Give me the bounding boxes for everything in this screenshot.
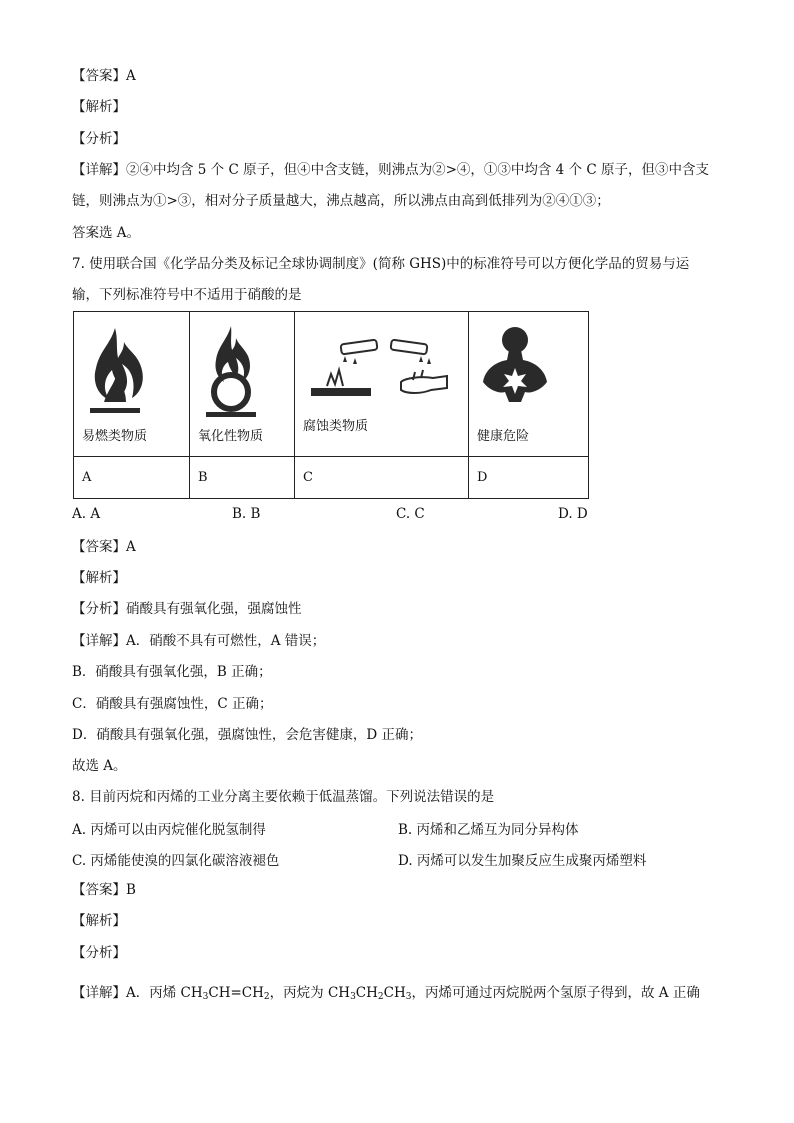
ghs-cell-oxidizer	[190, 312, 295, 457]
ghs-letter-cell-a	[74, 457, 190, 499]
ghs-label-oxidizer: 氧化性物质	[198, 429, 264, 444]
ghs-label-corrosive: 腐蚀类物质	[303, 419, 369, 434]
flame-icon	[80, 320, 150, 420]
q8-option-c[interactable]: C. 丙烯能使溴的四氯化碳溶液褪色	[72, 853, 280, 869]
question-7-stem-line1: 7. 使用联合国《化学品分类及标记全球协调制度》(简称 GHS)中的标准符号可以方便化学品的贸易与运	[72, 256, 690, 272]
answer-label: 【答案】A	[72, 68, 136, 84]
q7-detail-d: D．硝酸具有强氧化强，强腐蚀性，会危害健康，D 正确；	[72, 727, 422, 743]
ghs-label-health: 健康危险	[477, 429, 530, 444]
ghs-label-flammable: 易燃类物质	[82, 429, 148, 444]
q8-fenxi-label: 【分析】	[72, 945, 126, 961]
ghs-letter-c: C	[303, 470, 313, 485]
choice-c[interactable]: C. C	[396, 506, 425, 522]
ghs-letter-cell-c	[295, 457, 469, 499]
q7-conclusion: 故选 A。	[72, 758, 127, 774]
q8-detail-text-2: ，丙烷为	[269, 985, 328, 1001]
propene-formula: $CH_3CH=CH_2$	[180, 985, 270, 1002]
question-7-stem-line2: 输，下列标准符号中不适用于硝酸的是	[72, 287, 302, 303]
q8-option-a[interactable]: A. 丙烯可以由丙烷催化脱氢制得	[72, 822, 266, 838]
q8-option-b[interactable]: B. 丙烯和乙烯互为同分异构体	[398, 822, 579, 838]
q8-detail-text-3: ，丙烯可通过丙烷脱两个氢原子得到，故 A 正确	[411, 985, 700, 1001]
ghs-letter-cell-d	[469, 457, 589, 499]
q8-detail-text-1: 【详解】A．丙烯	[72, 985, 181, 1001]
ghs-letter-b: B	[198, 470, 208, 485]
question-8-stem: 8. 目前丙烷和丙烯的工业分离主要依赖于低温蒸馏。下列说法错误的是	[72, 789, 495, 805]
choice-d[interactable]: D. D	[558, 506, 588, 522]
flame-over-circle-icon	[196, 320, 266, 420]
detail-line-2: 链，则沸点为①>③，相对分子质量越大，沸点越高，所以沸点由高到低排列为②④①③；	[72, 193, 610, 209]
q7-detail-c: C．硝酸具有强腐蚀性，C 正确；	[72, 696, 273, 712]
choice-b[interactable]: B. B	[232, 506, 261, 522]
corrosion-icon	[301, 320, 461, 416]
fenxi-label: 【分析】	[72, 131, 126, 147]
conclusion-text: 答案选 A。	[72, 225, 141, 241]
q8-answer-label: 【答案】B	[72, 882, 136, 898]
health-hazard-icon	[475, 320, 555, 410]
q7-detail-a: 【详解】A．硝酸不具有可燃性，A 错误；	[72, 633, 326, 649]
analysis-label: 【解析】	[72, 99, 126, 115]
choice-a[interactable]: A. A	[72, 506, 101, 522]
q8-analysis-label: 【解析】	[72, 913, 126, 929]
q8-option-d[interactable]: D. 丙烯可以发生加聚反应生成聚丙烯塑料	[398, 853, 647, 869]
propane-formula: $CH_3CH_2CH_3$	[327, 985, 412, 1002]
detail-line-1: 【详解】②④中均含 5 个 C 原子，但④中含支链，则沸点为②>④，①③中均含 4 个 C 原子，但③中含支	[72, 162, 709, 178]
ghs-cell-flammable	[74, 312, 190, 457]
q7-fenxi-text: 【分析】硝酸具有强氧化强，强腐蚀性	[72, 601, 302, 617]
q8-detail-line	[72, 983, 700, 1007]
ghs-letter-d: D	[477, 470, 488, 485]
question-7-choices	[72, 506, 592, 526]
ghs-letter-cell-b	[190, 457, 295, 499]
ghs-symbol-table	[73, 311, 589, 499]
q7-detail-b: B．硝酸具有强氧化强，B 正确；	[72, 664, 272, 680]
q7-analysis-label: 【解析】	[72, 570, 126, 586]
q7-answer-label: 【答案】A	[72, 539, 136, 555]
ghs-cell-health	[469, 312, 589, 457]
ghs-letter-a: A	[82, 470, 92, 485]
ghs-cell-corrosive	[295, 312, 469, 457]
